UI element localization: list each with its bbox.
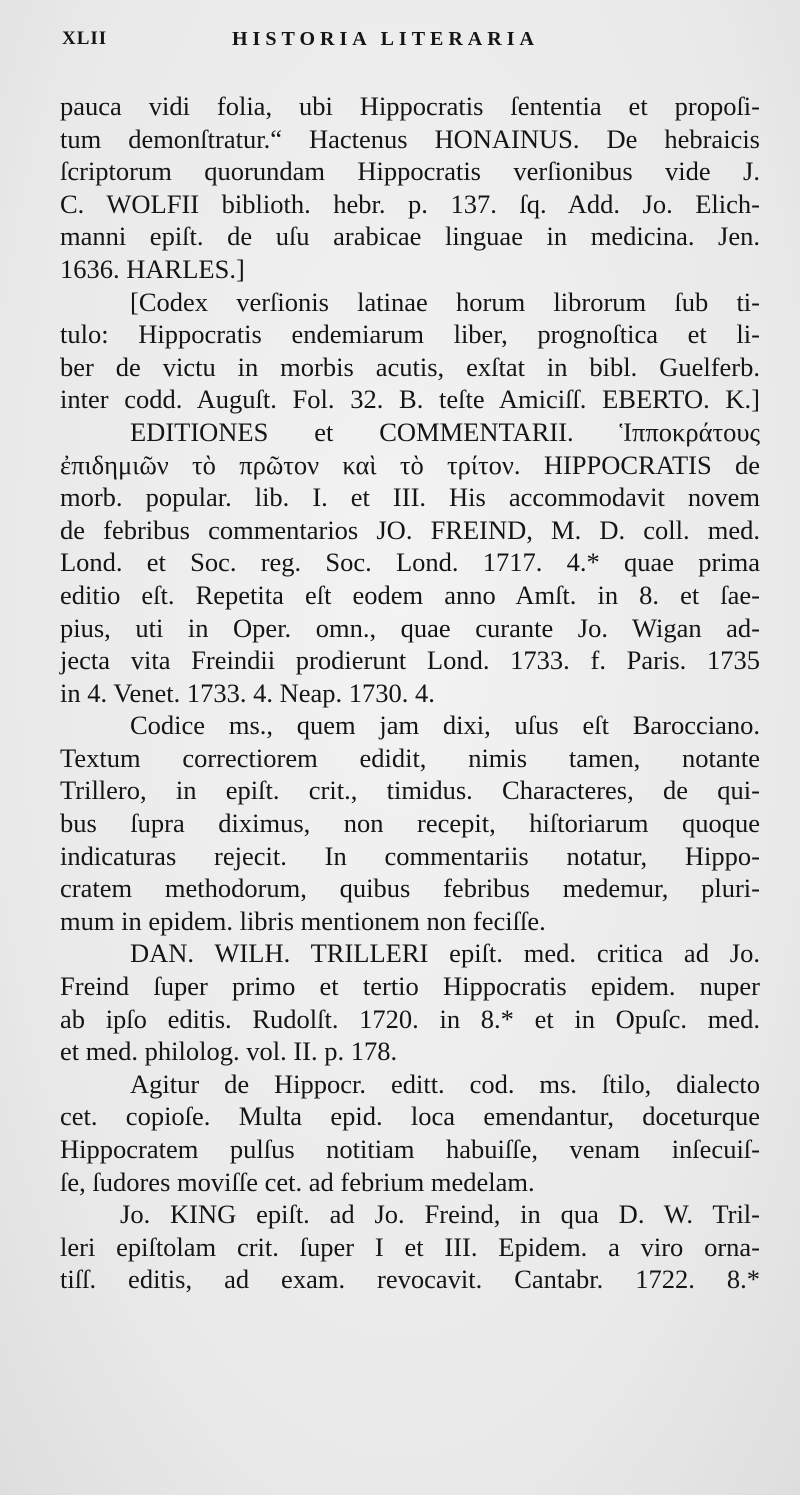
text-line: in 4. Venet. 1733. 4. Neap. 1730. 4.: [60, 677, 435, 708]
text-line: ſcriptorum quorundam Hippocratis verſionibus vide J.: [60, 156, 760, 187]
text-line: tulo: Hippocratis endemiarum liber, prognoſtica et li-: [60, 319, 760, 350]
text-line: bus ſupra diximus, non recepit, hiſtoriarum quoque: [60, 808, 760, 839]
page-header: [62, 28, 756, 68]
text-line: editio eſt. Repetita eſt eodem anno Amſt. in 8. et ſae-: [60, 579, 760, 610]
text-line: manni epiſt. de uſu arabicae linguae in medicina. Jen.: [60, 221, 760, 252]
text-line: [Codex verſionis latinae horum librorum ſub ti-: [130, 286, 760, 317]
text-line: leri epiſtolam crit. ſuper I et III. Epidem. a viro orna-: [60, 1231, 760, 1262]
text-line: pius, uti in Oper. omn., quae curante Jo. Wigan ad-: [60, 612, 760, 643]
text-line: Agitur de Hippocr. editt. cod. ms. ſtilo, dialecto: [130, 1068, 760, 1099]
text-line: DAN. WILH. TRILLERI epiſt. med. critica ad Jo.: [130, 938, 760, 969]
text-line: Hippocratem pulſus notitiam habuiſſe, venam inſecuiſ-: [60, 1134, 760, 1164]
text-line: mum in epidem. libris mentionem non feciſſe.: [60, 905, 546, 936]
text-line: C. WOLFII biblioth. hebr. p. 137. ſq. Add. Jo. Elich-: [60, 188, 760, 219]
text-line: Jo. KING epiſt. ad Jo. Freind, in qua D. W. Tril-: [120, 1199, 760, 1230]
text-line: morb. popular. lib. I. et III. His accommodavit novem: [60, 482, 760, 513]
text-line: ber de victu in morbis acutis, exſtat in bibl. Guelferb.: [60, 351, 760, 382]
text-line: 1636. HARLES.]: [60, 253, 245, 284]
text-line: et med. philolog. vol. II. p. 178.: [60, 1036, 398, 1067]
text-line: inter codd. Auguſt. Fol. 32. B. teſte Amiciſſ. EBERTO. K.]: [60, 384, 760, 415]
text-line: tiſſ. editis, ad exam. revocavit. Cantabr. 1722. 8.*: [60, 1264, 760, 1295]
text-line: cet. copioſe. Multa epid. loca emendantur, doceturque: [60, 1101, 760, 1132]
text-line: jecta vita Freindii prodierunt Lond. 1733. f. Paris. 1735: [60, 645, 760, 676]
text-line: Trillero, in epiſt. crit., timidus. Characteres, de qui-: [60, 775, 760, 806]
page-number: XLII: [62, 28, 108, 49]
text-line: cratem methodorum, quibus febribus medemur, pluri-: [60, 873, 760, 904]
text-line: Freind ſuper primo et tertio Hippocratis epidem. nuper: [60, 971, 760, 1002]
running-head: HISTORIA LITERARIA: [232, 28, 539, 50]
text-line: Codice ms., quem jam dixi, uſus eſt Barocciano.: [130, 710, 760, 741]
main-text: [60, 90, 760, 1296]
text-line: ab ipſo editis. Rudolſt. 1720. in 8.* et in Opuſc. med.: [60, 1003, 760, 1034]
text-line: EDITIONES et COMMENTARII. Ἱπποκράτους: [130, 416, 760, 447]
text-line: Lond. et Soc. reg. Soc. Lond. 1717. 4.* quae prima: [60, 547, 760, 578]
text-line: pauca vidi folia, ubi Hippocratis ſententia et propoſi-: [60, 91, 760, 121]
text-line: de febribus commentarios JO. FREIND, M. D. coll. med.: [60, 514, 760, 545]
text-line: ἐπιδημιῶν τὸ πρῶτον καὶ τὸ τρίτον. HIPPOCRATIS de: [60, 449, 760, 480]
text-line: ſe, ſudores moviſſe cet. ad febrium medelam.: [60, 1166, 535, 1197]
text-line: tum demonſtratur.“ Hactenus HONAINUS. De hebraicis: [60, 123, 760, 154]
text-line: Textum correctiorem edidit, nimis tamen, notante: [60, 742, 760, 773]
text-line: indicaturas rejecit. In commentariis notatur, Hippo-: [60, 840, 760, 871]
